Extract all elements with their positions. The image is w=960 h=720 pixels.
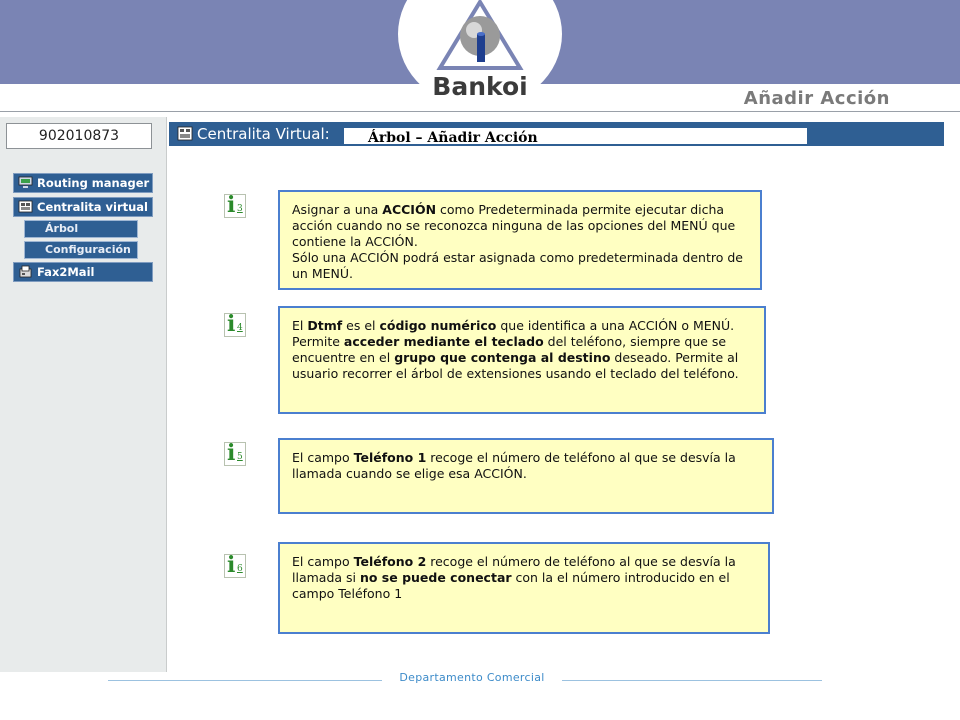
info-text: El campo (292, 450, 354, 465)
info-text: Asignar a una (292, 202, 383, 217)
info-icon-number: 3 (237, 204, 243, 214)
sidebar-item-label: Routing manager (37, 176, 150, 190)
info-text: como Predeterminada permite ejecutar dicha acción cuando no se reconozca ninguna de las opciones del MENÚ que contiene la ACCIÓN. (292, 202, 736, 249)
fax-icon (18, 265, 33, 278)
info-text-bold: grupo que contenga al destino (394, 350, 611, 365)
info-icon-3[interactable] (224, 194, 246, 218)
info-text: deseado. Permite al usuario recorrer el árbol de extensiones usando el teclado del teléfono. (292, 350, 739, 381)
info-icon-letter: i (227, 192, 236, 218)
logo-text: Bankoi (432, 72, 528, 101)
header-divider (0, 111, 960, 112)
sidebar-item-label: Fax2Mail (37, 265, 95, 279)
info-icon-letter: i (227, 440, 236, 466)
phone-number-display: 902010873 (6, 123, 152, 149)
info-text: El campo (292, 554, 354, 569)
info-icon-5[interactable] (224, 442, 246, 466)
info-icon-4[interactable] (224, 313, 246, 337)
sidebar-subitem-label: Árbol (45, 222, 79, 235)
sidebar-item-label: Centralita virtual (37, 200, 148, 214)
section-title: Centralita Virtual: (197, 125, 330, 143)
info-text-bold: Teléfono 1 (353, 450, 427, 465)
info-text-bold: ACCIÓN (382, 202, 437, 217)
info-box-predeterminada (278, 190, 762, 290)
footer-text: Departamento Comercial (399, 671, 545, 684)
info-text: recoge el número de teléfono al que se desvía la llamada cuando se elige esa ACCIÓN. (292, 450, 736, 481)
info-text-bold: Teléfono 2 (353, 554, 427, 569)
network-icon (18, 176, 33, 189)
info-box-telefono-1 (278, 438, 774, 514)
sidebar-subitem-label: Configuración (45, 243, 131, 256)
footer-divider-right (562, 680, 822, 681)
sidebar-item-centralita-virtual[interactable] (13, 197, 153, 217)
sidebar-item-fax2mail[interactable] (13, 262, 153, 282)
sidebar-item-routing-manager[interactable] (13, 173, 153, 193)
info-text: con la el número introducido en el campo Teléfono 1 (292, 570, 730, 601)
info-text: que identifica a una ACCIÓN o MENÚ. Permite (292, 318, 735, 349)
sidebar-subitem-configuracion[interactable] (24, 241, 138, 259)
info-text-bold: Dtmf (307, 318, 343, 333)
info-icon-number: 6 (237, 564, 243, 574)
footer-divider-left (108, 680, 382, 681)
info-text-bold: código numérico (379, 318, 497, 333)
page-heading: Añadir Acción (743, 88, 890, 109)
info-text: del teléfono, siempre que se encuentre en el (292, 334, 727, 365)
info-icon-6[interactable] (224, 554, 246, 578)
sidebar-subitem-arbol[interactable] (24, 220, 138, 238)
info-icon-letter: i (227, 311, 236, 337)
info-text: El (292, 318, 308, 333)
info-icon-letter: i (227, 552, 236, 578)
switchboard-icon (177, 126, 193, 141)
info-icon-number: 4 (237, 323, 243, 333)
info-text: es el (342, 318, 380, 333)
switchboard-icon (18, 200, 33, 213)
info-box-dtmf (278, 306, 766, 414)
info-text: Sólo una ACCIÓN podrá estar asignada como predeterminada dentro de un MENÚ. (292, 250, 743, 281)
info-text-bold: no se puede conectar (359, 570, 512, 585)
info-box-telefono-2 (278, 542, 770, 634)
bankoi-logo-icon (430, 0, 530, 78)
section-subtitle: Árbol – Añadir Acción (344, 128, 807, 146)
info-icon-number: 5 (237, 452, 243, 462)
info-text-bold: acceder mediante el teclado (343, 334, 544, 349)
info-text: recoge el número de teléfono al que se desvía la llamada si (292, 554, 736, 585)
